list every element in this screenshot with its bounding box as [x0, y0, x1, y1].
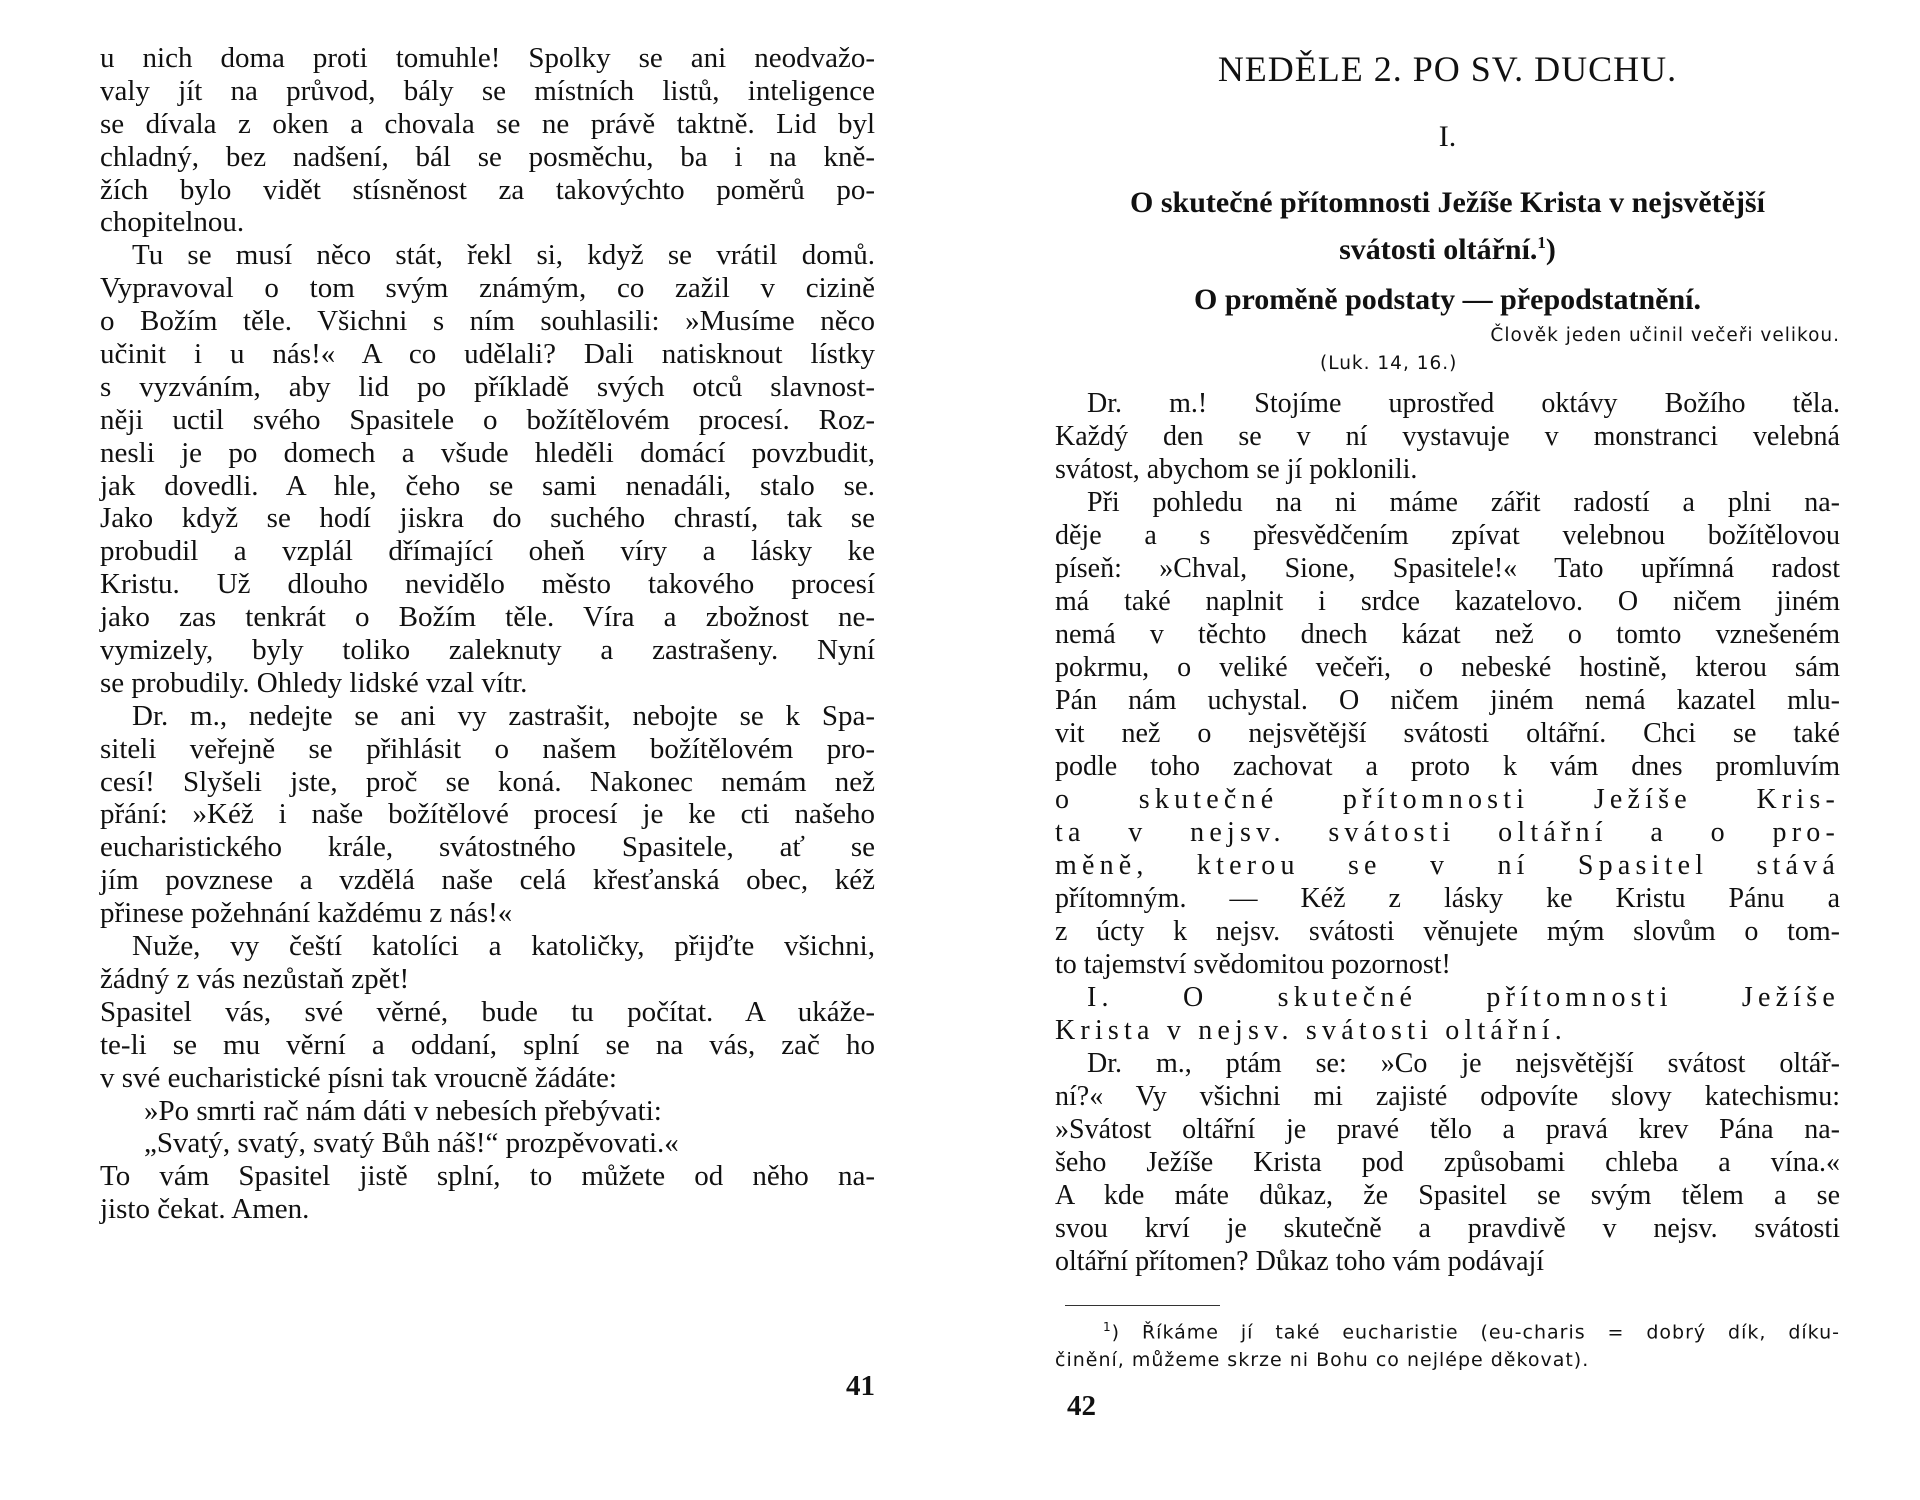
text-line: ní?« Vy všichni mi zajisté odpovíte slovy katechismu:	[1055, 1081, 1840, 1112]
text-line: se dívala z oken a chovala se ne právě taktně. Lid byl	[100, 107, 875, 140]
verse-line: „Svatý, svatý, svatý Bůh náš!“ prozpěvovati.«	[144, 1127, 679, 1160]
text-line: o Božím těle. Všichni s ním souhlasili: »Musíme něco	[100, 305, 875, 338]
text-line: nesli je po domech a všude hleděli domácí povzbudit,	[100, 436, 875, 469]
text-line: v své eucharistické písni tak vroucně žádáte:	[100, 1061, 617, 1094]
text-line: pokrmu, o veliké večeři, o nebeské hostině, kterou sám	[1055, 652, 1840, 683]
heading-line: O skutečné přítomnosti Ježíše Krista v nejsvětější	[1130, 186, 1765, 219]
text-line: nemá v těchto dnech kázat než o tomto vznešeném	[1055, 619, 1840, 650]
text-line: probudil a vzplál dřímající oheň víry a lásky ke	[100, 535, 875, 568]
footnote-text: ) Říkáme jí také eucharistie (eu-charis = dobrý dík, díku-	[1111, 1321, 1840, 1344]
text-line: žádný z vás nezůstaň zpět!	[100, 962, 410, 995]
heading-paren: )	[1545, 233, 1556, 266]
text-line: přinese požehnání každému z nás!«	[100, 897, 513, 930]
heading-line-2	[1055, 223, 1840, 270]
text-line: Dr. m., ptám se: »Co je nejsvětější svátost oltář-	[1087, 1048, 1840, 1079]
scripture-motto	[1320, 322, 1840, 378]
text-line: chladný, bez nadšení, bál se posměchu, ba i na kně-	[100, 140, 875, 173]
text-line: oltářní přítomen? Důkaz toho vám podávají	[1055, 1246, 1545, 1277]
text-line: to tajemství svědomitou pozornost!	[1055, 949, 1451, 980]
subheading: O proměně podstaty — přepodstatnění.	[1194, 283, 1701, 316]
text-line: má také naplnit i srdce kazatelovo. O ničem jiném	[1055, 586, 1840, 617]
text-line: Nuže, vy čeští katolíci a katoličky, přijďte všichni,	[132, 930, 875, 963]
spaced-text-line: ta v nejsv. svátosti oltářní a o pro-	[1055, 817, 1840, 848]
text-line: vit než o nejsvětější svátosti oltářní. Chci se také	[1055, 718, 1840, 749]
text-line: Dr. m., nedejte se ani vy zastrašit, nebojte se k Spa-	[132, 699, 875, 732]
text-line: učinit i u nás!« A co udělali? Dali natisknout lístky	[100, 338, 875, 371]
sunday-title: NEDĚLE 2. PO SV. DUCHU.	[1217, 49, 1678, 89]
text-line: žích bylo vidět stísněnost za takovýchto poměrů po-	[100, 173, 875, 206]
text-line: te-li se mu věrní a oddaní, splní se na vás, zač ho	[100, 1028, 875, 1061]
text-line: Tu se musí něco stát, řekl si, když se vrátil domů.	[132, 239, 875, 272]
footnote-reference: 1	[1537, 233, 1546, 252]
text-line: Pán nám uchystal. O ničem jiném nemá kazatel mlu-	[1055, 685, 1840, 716]
motto-text: Člověk jeden učinil večeři velikou.	[1490, 325, 1840, 346]
page-number: 42	[1067, 1390, 1096, 1422]
text-line: svátost, abychom se jí poklonili.	[1055, 454, 1418, 485]
text-line: z úcty k nejsv. svátosti věnujete mým slovům o tom-	[1055, 916, 1840, 947]
text-line: s vyzváním, aby lid po příkladě svých otců slavnost-	[100, 370, 875, 403]
right-page-text	[1055, 387, 1840, 1278]
text-line: To vám Spasitel jistě splní, to můžete od něho na-	[100, 1160, 875, 1193]
text-line: chopitelnou.	[100, 206, 245, 239]
text-line: jisto čekat. Amen.	[100, 1193, 310, 1226]
spaced-text-line: o skutečné přítomnosti Ježíše Kris-	[1055, 784, 1840, 815]
text-line: přání: »Kéž i naše božítělové procesí je ke cti našeho	[100, 798, 875, 831]
text-line: děje a s přesvědčením zpívat velebnou božítělovou	[1055, 520, 1840, 551]
text-line: A kde máte důkaz, že Spasitel se svým tělem a se	[1055, 1180, 1840, 1211]
text-line: píseň: »Chval, Sione, Spasitele!« Tato upřímná radost	[1055, 553, 1840, 584]
heading-text: svátosti oltářní.	[1339, 233, 1538, 266]
text-line: Kristu. Už dlouho nevidělo město takového procesí	[100, 568, 875, 601]
footnote-marker: 1	[1103, 1320, 1112, 1334]
text-line: šeho Ježíše Krista pod způsobami chleba a vína.«	[1055, 1147, 1840, 1178]
footnote-line	[1055, 1313, 1840, 1346]
text-line: Při pohledu na ni máme zářit radostí a plni na-	[1087, 487, 1840, 518]
footnote	[1055, 1313, 1840, 1374]
text-line: siteli veřejně se přihlásit o našem božítělovém pro-	[100, 732, 875, 765]
text-line: »Svátost oltářní je pravé tělo a pravá krev Pána na-	[1055, 1114, 1840, 1145]
text-line: se probudily. Ohledy lidské vzal vítr.	[100, 666, 528, 699]
text-line: u nich doma proti tomuhle! Spolky se ani neodvažo-	[100, 42, 875, 74]
footnote-line: činění, můžeme skrze ni Bohu co nejlépe děkovat).	[1055, 1349, 1590, 1372]
text-line: cesí! Slyšeli jste, proč se koná. Nakonec nemám než	[100, 765, 875, 798]
text-line: Vypravoval o tom svým známým, co zažil v cizině	[100, 272, 875, 305]
text-line: valy jít na průvod, bály se místních listů, inteligence	[100, 74, 875, 107]
text-line: Spasitel vás, své věrné, bude tu počítat. A ukáže-	[100, 995, 875, 1028]
text-line: svou krví je skutečně a pravdivě v nejsv. svátosti	[1055, 1213, 1840, 1244]
spaced-text-line: měně, kterou se v ní Spasitel stává	[1055, 850, 1840, 881]
text-line: podle toho zachovat a proto k vám dnes promluvím	[1055, 751, 1840, 782]
page-number: 41	[846, 1370, 875, 1402]
motto-reference: (Luk. 14, 16.)	[1320, 353, 1458, 374]
text-line: Každý den se v ní vystavuje v monstranci velebná	[1055, 421, 1840, 452]
text-line: jím povznese a vzdělá naše celá křesťanská obec, kéž	[100, 864, 875, 897]
left-page-text	[100, 42, 875, 1226]
text-line: vymizely, byly toliko zaleknuty a zastrašeny. Nyní	[100, 634, 875, 667]
text-line: něji uctil svého Spasitele o božítělovém procesí. Roz-	[100, 403, 875, 436]
text-line: eucharistického krále, svátostného Spasitele, ať se	[100, 831, 875, 864]
verse-line: »Po smrti rač nám dáti v nebesích přebývati:	[144, 1094, 662, 1127]
text-line: přítomným. — Kéž z lásky ke Kristu Pánu a	[1055, 883, 1840, 914]
footnote-divider	[1065, 1305, 1220, 1306]
text-line: Dr. m.! Stojíme uprostřed oktávy Božího těla.	[1087, 388, 1840, 419]
sermon-heading	[1055, 183, 1840, 320]
text-line: Jako když se hodí jiskra do suchého chrastí, tak se	[100, 502, 875, 535]
text-line: jako zas tenkrát o Božím těle. Víra a zbožnost ne-	[100, 601, 875, 634]
spaced-text-line: I. O skutečné přítomnosti Ježíše	[1087, 982, 1840, 1013]
text-line: jak dovedli. A hle, čeho se sami nenadáli, stalo se.	[100, 469, 875, 502]
section-number: I.	[1438, 120, 1457, 153]
spaced-text-line: Krista v nejsv. svátosti oltářní.	[1055, 1015, 1567, 1046]
